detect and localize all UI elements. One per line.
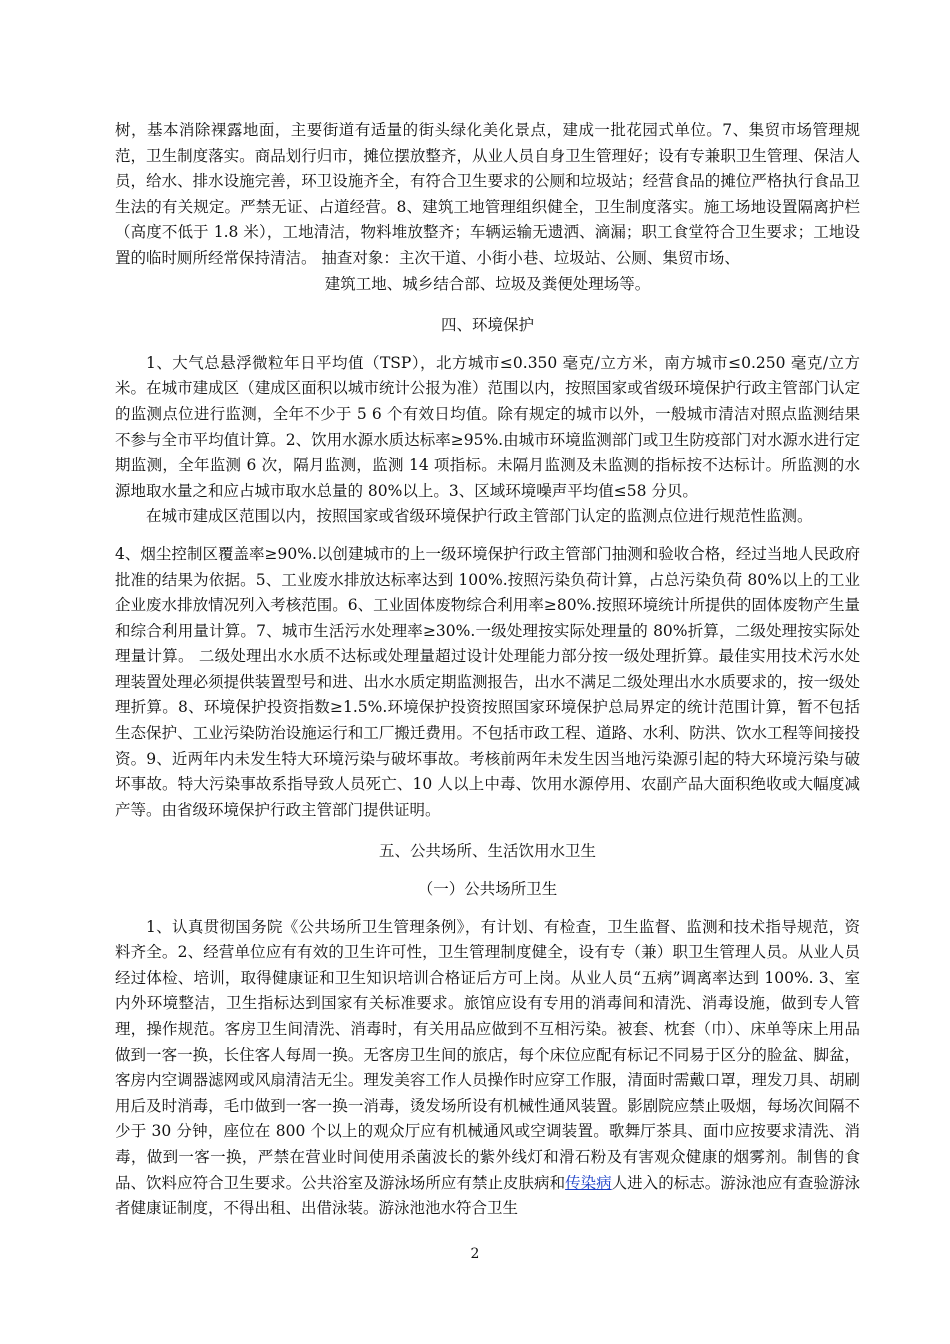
paragraph-sanitation-management: 树，基本消除裸露地面，主要街道有适量的街头绿化美化景点，建成一批花园式单位。7、集贸市场管理规范，卫生制度落实。商品划行归市，摊位摆放整齐，从业人员自身卫生管理好；设有专兼职卫生管理、保洁人员，给水、排水设施完善，环卫设施齐全，有符合卫生要求的公厕和垃圾站；经营食品的摊位严格执行食品卫生法的有关规定。严禁无证、占道经营。8、建筑工地管理组织健全，卫生制度落实。施工场地设置隔离护栏（高度不低于 1.8 米），工地清洁，物料堆放整齐；车辆运输无遗洒、滴漏；职工食堂符合卫生要求；工地设置的临时厕所经常保持清洁。 抽查对象：主次干道、小街小巷、垃圾站、公厕、集贸市场、 (115, 121, 860, 267)
paragraph-public-places-hygiene (115, 915, 860, 1222)
section-heading-public-places-water: 五、公共场所、生活饮用水卫生 (378, 842, 596, 861)
paragraph-air-water-noise: 1、大气总悬浮微粒年日平均值（TSP），北方城市≤0.350 毫克/立方米，南方城市≤0.250 毫克/立方米。在城市建成区（建成区面积以城市统计公报为准）范围以内，按照国家或省级环境保护行政主管部门认定的监测点位进行监测，全年不少于 5 6 个有效日均值。除有规定的城市以外，一般城市清洁对照点监测结果不参与全市平均值计算。2、饮用水源水质达标率≥95%.由城市环境监测部门或卫生防疫部门对水源水进行定期监测，全年监测 6 次，隔月监测，监测 14 项指标。未隔月监测及未监测的指标按不达标计。所监测的水源地取水量之和应占城市取水总量的 80%以上。3、区域环境噪声平均值≤58 分贝。 (115, 353, 860, 500)
subsection-heading-public-places: （一）公共场所卫生 (417, 880, 558, 899)
paragraph-noise-monitoring: 在城市建成区范围以内，按照国家或省级环境保护行政主管部门认定的监测点位进行规范性监测。 (146, 507, 813, 526)
page-body (115, 118, 860, 1222)
infectious-disease-link[interactable]: 传染病 (565, 1173, 612, 1192)
section-heading-environmental-protection: 四、环境保护 (440, 316, 534, 335)
paragraph-inspection-targets-tail: 建筑工地、城乡结合部、垃圾及粪便处理场等。 (324, 274, 651, 293)
paragraph-public-places-text: 1、认真贯彻国务院《公共场所卫生管理条例》，有计划、有检查，卫生监督、监测和技术指导规范，资料齐全。2、经营单位应有有效的卫生许可性，卫生管理制度健全，设有专（兼）职卫生管理人员。从业人员经过体检、培训，取得健康证和卫生知识培训合格证后方可上岗。从业人员“五病”调离率达到 100%. 3、室内外环境整洁，卫生指标达到国家有关标准要求。旅馆应设有专用的消毒间和清洗、消毒设施，做到专人管理，操作规范。客房卫生间清洗、消毒时，有关用品应做到不互相污染。被套、枕套（巾）、床单等床上用品做到一客一换，长住客人每周一换。无客房卫生间的旅店，每个床位应配有标记不同易于区分的脸盆、脚盆，客房内空调器滤网或风扇清洁无尘。理发美容工作人员操作时应穿工作服，清面时需戴口罩，理发刀具、胡刷用后及时消毒，毛巾做到一客一换一消毒，烫发场所设有机械性通风装置。影剧院应禁止吸烟，每场次间隔不少于 30 分钟，座位在 800 个以上的观众厅应有机械通风或空调装置。歌舞厅茶具、面巾应按要求清洗、消毒，做到一客一换，严禁在营业时间使用杀菌波长的紫外线灯和滑石粉及有害观众健康的烟雾剂。制售的食品、饮料应符合卫生要求。公共浴室及游泳场所应有禁止皮肤病和 (115, 917, 860, 1192)
page-number: 2 (470, 1246, 480, 1262)
paragraph-public-places-text-end: 人进入的标志。游泳池应有查验游泳者健康证制度，不得出租、出借泳装。游泳池池水符合卫生 (115, 1173, 860, 1218)
paragraph-pollution-indicators: 4、烟尘控制区覆盖率≥90%.以创建城市的上一级环境保护行政主管部门抽测和验收合格，经过当地人民政府批准的结果为依据。5、工业废水排放达标率达到 100%.按照污染负荷计算，占总污染负荷 80%以上的工业企业废水排放情况列入考核范围。6、工业固体废物综合利用率≥80%.按照环境统计所提供的固体废物产生量和综合利用量计算。7、城市生活污水处理率≥30%.一级处理按实际处理量的 80%折算，二级处理按实际处理量计算。 二级处理出水水质不达标或处理量超过设计处理能力部分按一级处理折算。最佳实用技术污水处理装置处理必须提供装置型号和进、出水水质定期监测报告，出水不满足二级处理出水水质要求的，按一级处理折算。8、环境保护投资指数≥1.5%.环境保护投资按照国家环境保护总局界定的统计范围计算，暂不包括生态保护、工业污染防治设施运行和工厂搬迁费用。不包括市政工程、道路、水利、防洪、饮水工程等间接投资。9、近两年内未发生特大环境污染与破坏事故。考核前两年未发生因当地污染源引起的特大环境污染与破坏事故。特大污染事故系指导致人员死亡、10 人以上中毒、饮用水源停用、农副产品大面积绝收或大幅度减产等。由省级环境保护行政主管部门提供证明。 (115, 544, 860, 819)
